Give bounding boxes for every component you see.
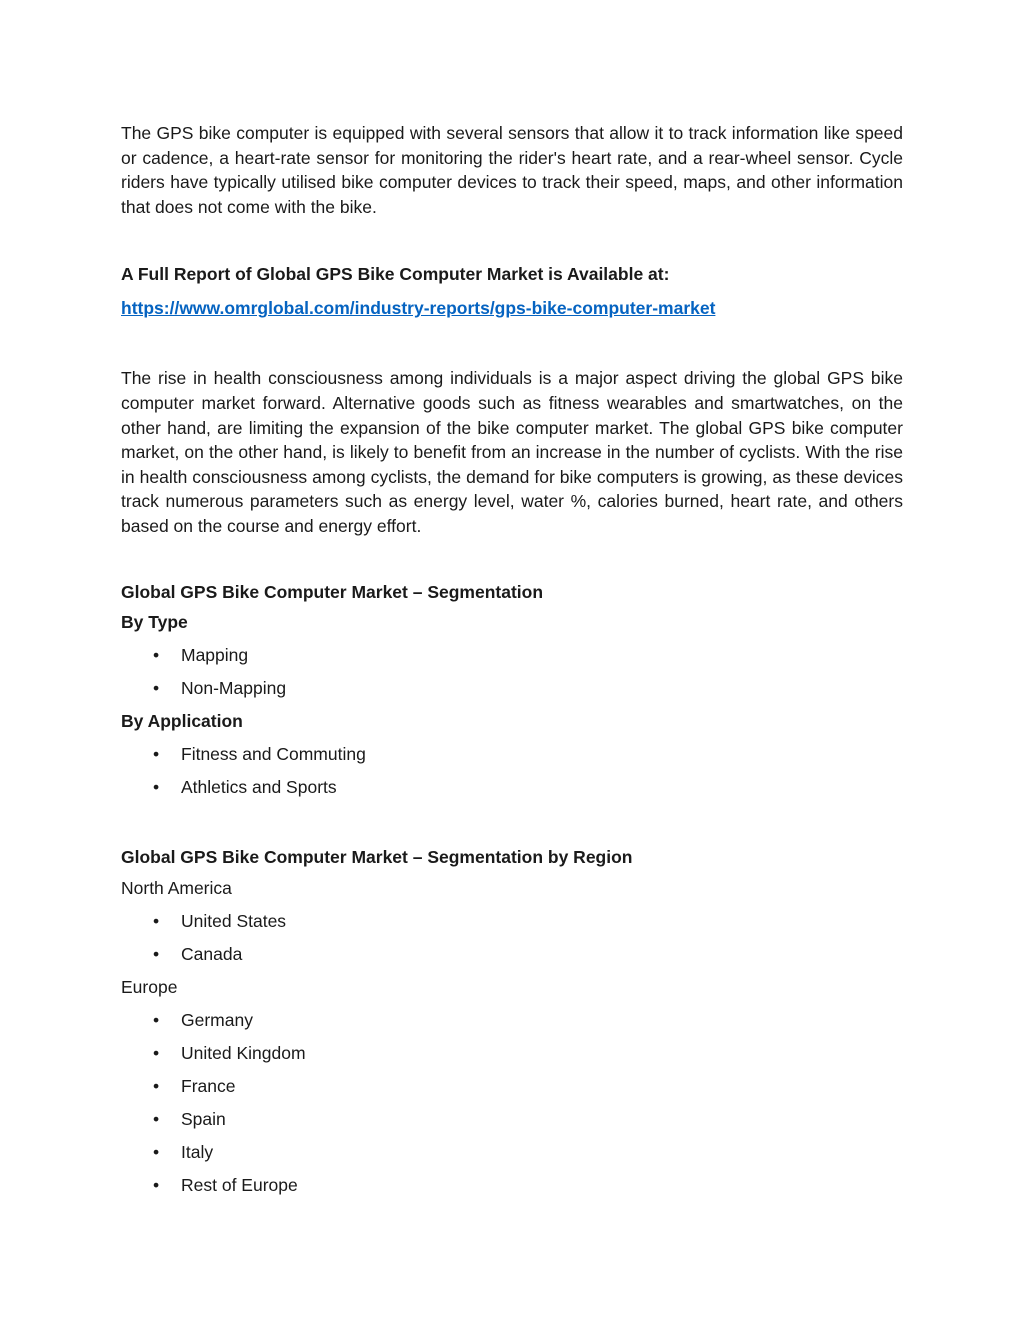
- by-type-label: By Type: [121, 611, 188, 632]
- list-item-label: United States: [181, 910, 287, 931]
- europe-label: Europe: [121, 976, 178, 997]
- report-heading: A Full Report of Global GPS Bike Computer Market is Available at:: [121, 264, 670, 285]
- list-item-label: Germany: [181, 1009, 253, 1030]
- bullet-icon: •: [153, 644, 160, 665]
- bullet-icon: •: [153, 1075, 160, 1096]
- list-item: [121, 672, 903, 705]
- bullet-icon: •: [153, 677, 160, 698]
- report-link[interactable]: https://www.omrglobal.com/industry-reports/gps-bike-computer-market: [121, 298, 716, 319]
- by-application-label: By Application: [121, 710, 243, 731]
- list-item: [121, 1037, 903, 1070]
- north-america-list: [121, 905, 903, 971]
- bullet-icon: •: [153, 1174, 160, 1195]
- list-item: [121, 1004, 903, 1037]
- bullet-icon: •: [153, 1141, 160, 1162]
- list-item: [121, 639, 903, 672]
- list-item: [121, 1136, 903, 1169]
- bullet-icon: •: [153, 1108, 160, 1129]
- list-item: [121, 1103, 903, 1136]
- list-item-label: Athletics and Sports: [181, 776, 337, 797]
- list-item-label: Rest of Europe: [181, 1174, 298, 1195]
- list-item-label: Canada: [181, 943, 243, 964]
- by-type-list: [121, 639, 903, 705]
- region-title: Global GPS Bike Computer Market – Segmentation by Region: [121, 846, 633, 867]
- list-item: [121, 1169, 903, 1202]
- list-item-label: Fitness and Commuting: [181, 743, 366, 764]
- bullet-icon: •: [153, 743, 160, 764]
- bullet-icon: •: [153, 910, 160, 931]
- segmentation-title: Global GPS Bike Computer Market – Segmentation: [121, 581, 544, 602]
- by-application-list: [121, 738, 903, 804]
- list-item-label: Mapping: [181, 644, 249, 665]
- list-item: [121, 905, 903, 938]
- bullet-icon: •: [153, 1042, 160, 1063]
- bullet-icon: •: [153, 1009, 160, 1030]
- list-item-label: Spain: [181, 1108, 226, 1129]
- list-item: [121, 938, 903, 971]
- list-item-label: Non-Mapping: [181, 677, 287, 698]
- list-item-label: Italy: [181, 1141, 214, 1162]
- intro-paragraph: The GPS bike computer is equipped with several sensors that allow it to track information like speed or cadence, a heart-rate sensor for monitoring the rider's heart rate, and a rear-wheel sensor. Cycle riders have typically utilised bike computer devices to track their speed, maps, and other information that does not come with the bike.: [121, 123, 903, 217]
- rise-paragraph: The rise in health consciousness among individuals is a major aspect driving the global GPS bike computer market forward. Alternative goods such as fitness wearables and smartwatches, on the other hand, are limiting the expansion of the bike computer market. The global GPS bike computer market, on the other hand, is likely to benefit from an increase in the number of cyclists. With the rise in health consciousness among cyclists, the demand for bike computers is growing, as these devices track numerous parameters such as energy level, water %, calories burned, heart rate, and others based on the course and energy effort.: [121, 368, 903, 536]
- list-item-label: France: [181, 1075, 236, 1096]
- list-item: [121, 738, 903, 771]
- europe-list: [121, 1004, 903, 1202]
- list-item-label: United Kingdom: [181, 1042, 306, 1063]
- north-america-label: North America: [121, 877, 232, 898]
- document-content: [121, 121, 903, 1202]
- list-item: [121, 771, 903, 804]
- bullet-icon: •: [153, 943, 160, 964]
- bullet-icon: •: [153, 776, 160, 797]
- list-item: [121, 1070, 903, 1103]
